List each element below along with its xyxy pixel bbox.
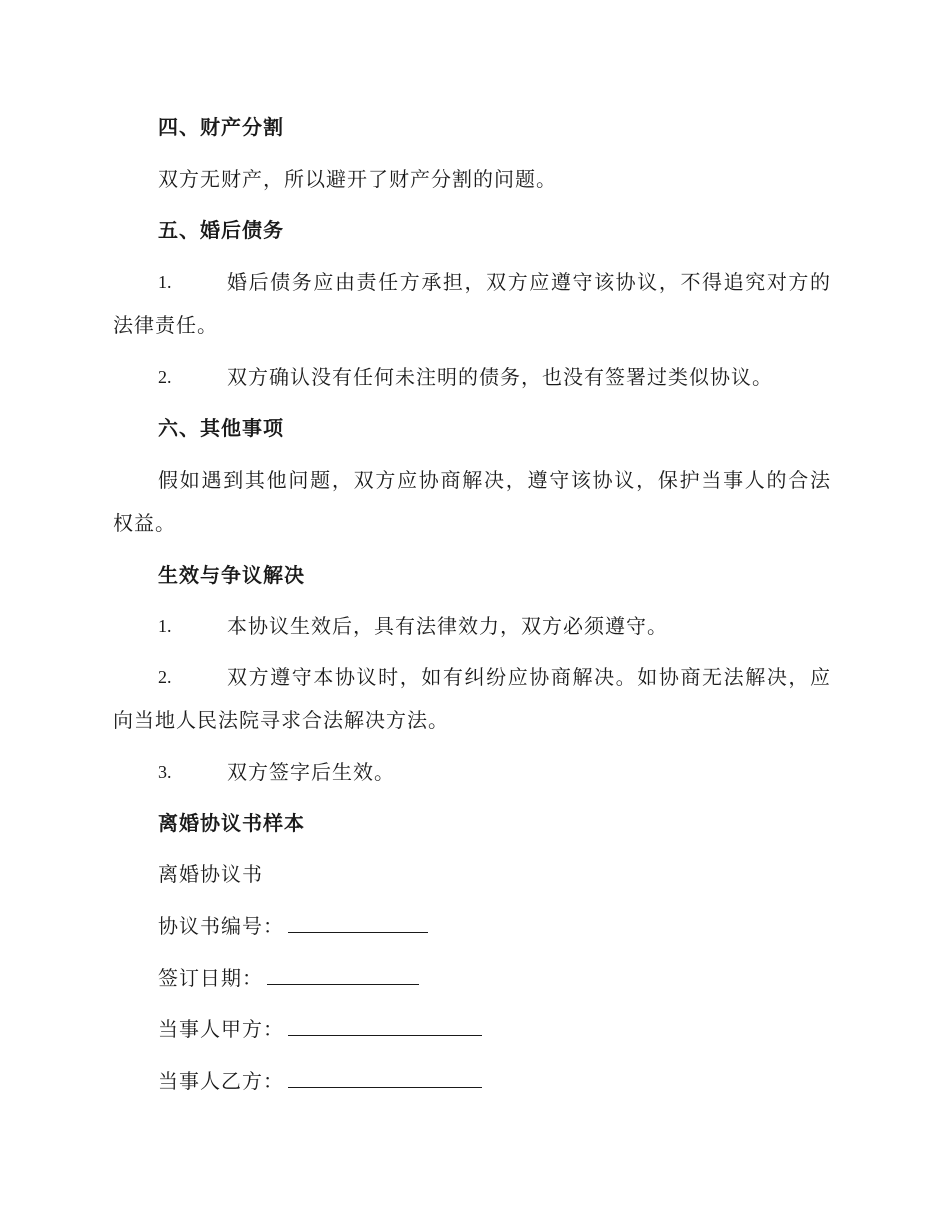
field-label: 协议书编号： <box>158 914 284 938</box>
paragraph-property: 双方无财产，所以避开了财产分割的问题。 <box>158 167 557 191</box>
item-number: 1. <box>158 272 172 292</box>
item-number: 2. <box>158 667 172 687</box>
debt-item-2: 双方确认没有任何未注明的债务，也没有签署过类似协议。 <box>227 365 773 389</box>
effect-item-1: 本协议生效后，具有法律效力，双方必须遵守。 <box>227 614 668 638</box>
debt-item-1-line1: 婚后债务应由责任方承担，双方应遵守该协议，不得追究对方的 <box>227 270 831 294</box>
field-party-a <box>158 1017 482 1041</box>
fill-blank[interactable] <box>288 1069 482 1088</box>
other-paragraph-line1: 假如遇到其他问题，双方应协商解决，遵守该协议，保护当事人的合法 <box>158 468 831 492</box>
field-sign-date <box>158 966 419 990</box>
section-heading-debts: 五、婚后债务 <box>158 218 284 242</box>
debt-item-1-line2: 法律责任。 <box>113 313 218 337</box>
section-heading-other: 六、其他事项 <box>158 416 284 440</box>
section-heading-property: 四、财产分割 <box>158 115 284 139</box>
fill-blank[interactable] <box>267 966 419 985</box>
effect-item-3: 双方签字后生效。 <box>227 760 395 784</box>
item-number: 2. <box>158 367 172 387</box>
field-label: 当事人甲方： <box>158 1017 284 1041</box>
field-label: 签订日期： <box>158 966 263 990</box>
field-agreement-number <box>158 914 428 938</box>
item-number: 3. <box>158 762 172 782</box>
effect-item-2-line2: 向当地人民法院寻求合法解决方法。 <box>113 708 449 732</box>
item-number: 1. <box>158 616 172 636</box>
field-label: 当事人乙方： <box>158 1069 284 1093</box>
section-heading-sample: 离婚协议书样本 <box>158 811 305 835</box>
effect-item-2-line1: 双方遵守本协议时，如有纠纷应协商解决。如协商无法解决，应 <box>227 665 831 689</box>
other-paragraph-line2: 权益。 <box>113 511 176 535</box>
field-party-b <box>158 1069 482 1093</box>
fill-blank[interactable] <box>288 914 428 933</box>
fill-blank[interactable] <box>288 1017 482 1036</box>
section-heading-effect: 生效与争议解决 <box>158 563 305 587</box>
agreement-title: 离婚协议书 <box>158 862 263 886</box>
